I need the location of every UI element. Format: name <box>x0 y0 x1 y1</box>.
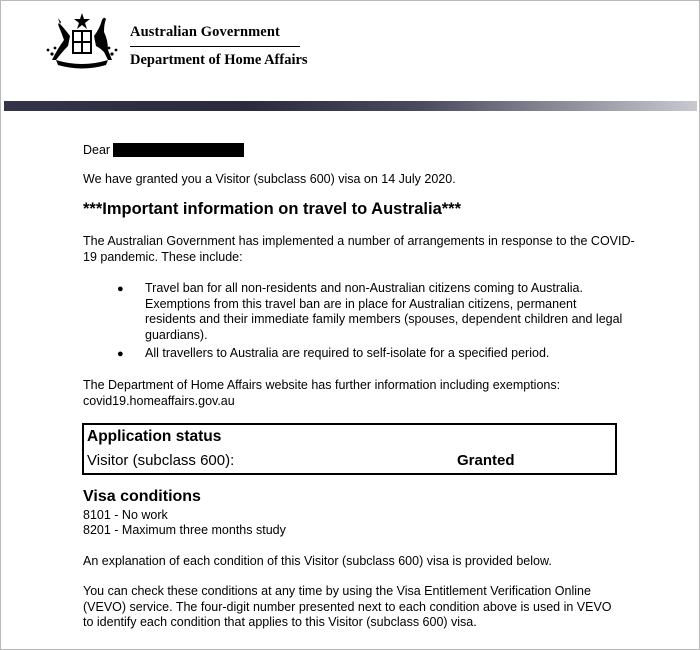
government-name: Australian Government <box>130 24 280 40</box>
list-item <box>113 346 623 362</box>
application-status-box <box>82 423 617 475</box>
coat-of-arms-icon <box>42 10 122 70</box>
condition-item: 8101 - No work <box>83 508 168 522</box>
list-item-text: All travellers to Australia are required to self-isolate for a specified period. <box>145 346 550 360</box>
condition-item: 8201 - Maximum three months study <box>83 523 286 537</box>
grant-statement: We have granted you a Visitor (subclass 600) visa on 14 July 2020. <box>83 172 456 186</box>
covid-intro: The Australian Government has implemented a number of arrangements in response to the COVID-19 pandemic. These include: <box>83 234 635 264</box>
list-item-text: Travel ban for all non-residents and non-Australian citizens coming to Australia. Exemptions from this travel ban are in place for Australian citizens, permanent residents and their immediate family members (spouses, dependent children and legal guardians). <box>145 281 623 342</box>
website-info: The Department of Home Affairs website has further information including exemptions: <box>83 378 561 392</box>
letterhead-divider <box>130 46 300 47</box>
header-band <box>4 101 697 111</box>
travel-restrictions-list <box>113 281 623 365</box>
status-title: Application status <box>87 428 222 445</box>
website-link[interactable]: covid19.homeaffairs.gov.au <box>83 394 235 408</box>
bullet-icon: ● <box>117 283 124 295</box>
important-heading: ***Important information on travel to Australia*** <box>83 200 462 218</box>
conditions-explanation: An explanation of each condition of this Visitor (subclass 600) visa is provided below. <box>83 554 552 568</box>
visa-conditions-title: Visa conditions <box>83 488 201 505</box>
redacted-name <box>113 143 244 157</box>
letterhead <box>0 0 700 100</box>
department-name: Department of Home Affairs <box>130 52 308 68</box>
salutation: Dear <box>83 143 111 157</box>
bullet-icon: ● <box>117 348 124 360</box>
list-item <box>113 281 623 343</box>
vevo-info: You can check these conditions at any time by using the Visa Entitlement Verification Online (VEVO) service. The four-digit number presented next to each condition above is used in VEVO to identify each condition that applies to this Visitor (subclass 600) visa. <box>83 584 612 629</box>
status-badge: Granted <box>457 452 515 469</box>
status-visa-type: Visitor (subclass 600): <box>87 452 235 469</box>
